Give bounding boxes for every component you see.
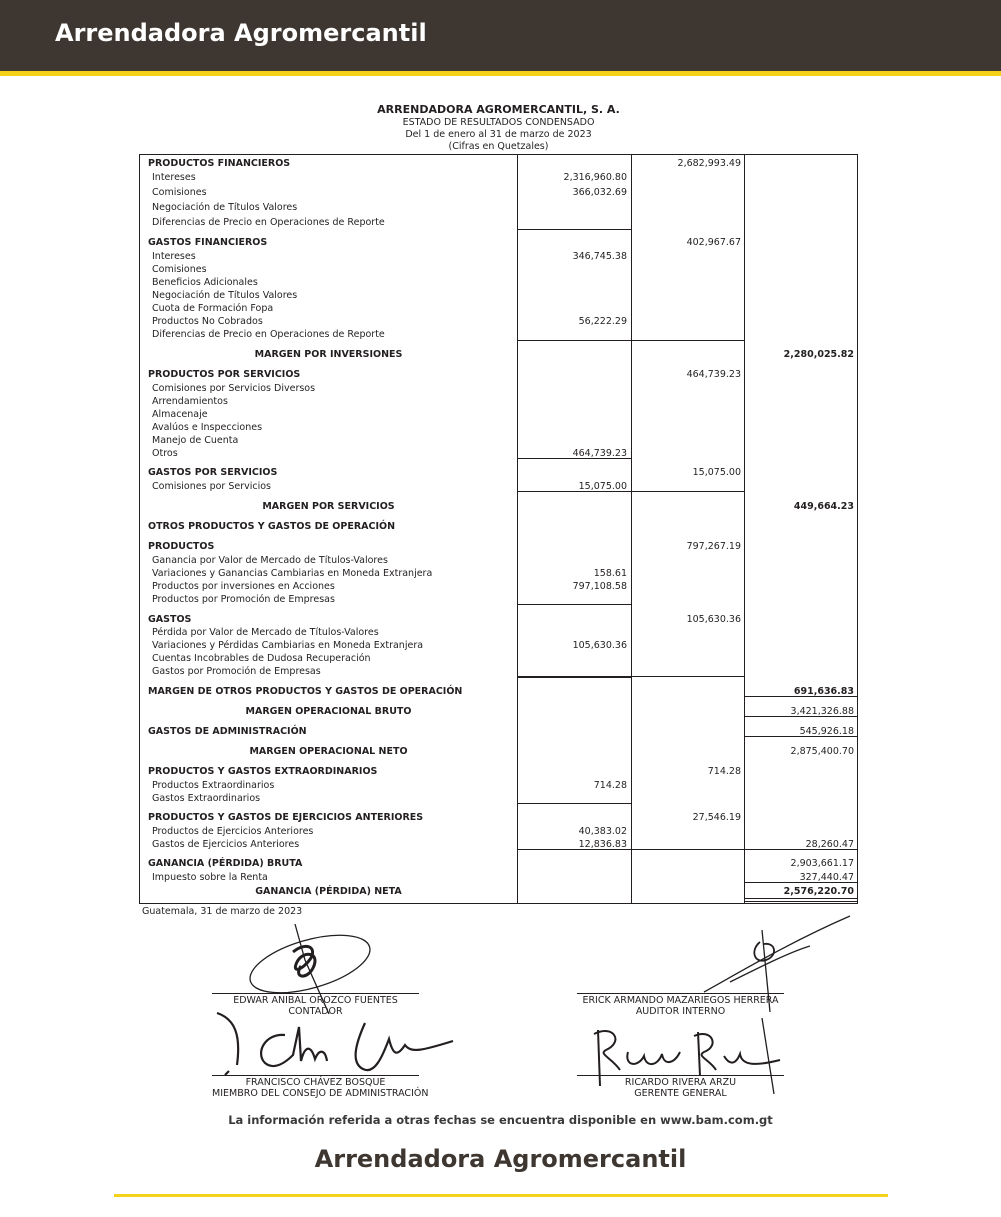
statement-row-label: Productos Extraordinarios: [152, 780, 275, 791]
statement-amount-c1: 12,836.83: [578, 839, 627, 850]
statement-row-label: PRODUCTOS: [148, 541, 215, 552]
statement-row-label: PRODUCTOS FINANCIEROS: [148, 158, 291, 169]
subtotal-rule: [517, 803, 631, 804]
statement-amount-c2: 464,739.23: [686, 369, 741, 380]
statement-row-label: MARGEN OPERACIONAL BRUTO: [245, 706, 412, 717]
statement-amount-c1: 56,222.29: [578, 316, 627, 327]
statement-row: [140, 554, 857, 567]
statement-row: [140, 652, 857, 665]
statement-row-label: Otros: [152, 448, 178, 459]
statement-row-label: Productos por Promoción de Empresas: [152, 594, 335, 605]
statement-amount-c1: 40,383.02: [578, 826, 627, 837]
statement-row: [140, 639, 857, 652]
statement-row-label: GASTOS FINANCIEROS: [148, 237, 268, 248]
statement-row-label: MARGEN DE OTROS PRODUCTOS Y GASTOS DE OPERACIÓN: [148, 686, 463, 697]
statement-amount-c1: 797,108.58: [572, 581, 627, 592]
subtotal-rule: [517, 458, 631, 459]
statement-amount-c2: 714.28: [707, 766, 741, 777]
availability-note: La información referida a otras fechas se encuentra disponible en www.bam.com.gt: [228, 1113, 773, 1127]
statement-amount-c1: 158.61: [593, 568, 627, 579]
statement-row-label: Productos de Ejercicios Anteriores: [152, 826, 314, 837]
statement-amount-c3: 545,926.18: [799, 726, 854, 737]
statement-row: [140, 520, 857, 533]
statement-row: [140, 480, 857, 493]
statement-row: [140, 434, 857, 447]
statement-row: [140, 811, 857, 824]
statement-row-label: Beneficios Adicionales: [152, 277, 258, 288]
statement-row-label: GANANCIA (PÉRDIDA) BRUTA: [148, 858, 303, 869]
consejo-name: FRANCISCO CHÁVEZ BOSQUE: [245, 1077, 386, 1088]
statement-row-label: Comisiones: [152, 264, 207, 275]
subtotal-rule: [744, 882, 858, 883]
brand-title: Arrendadora Agromercantil: [55, 19, 427, 47]
statement-amount-c2: 105,630.36: [686, 614, 741, 625]
statement-row-label: Almacenaje: [152, 409, 208, 420]
statement-row: [140, 263, 857, 276]
income-statement-table: [139, 154, 858, 904]
gerente-role: GERENTE GENERAL: [634, 1088, 727, 1099]
signature-line: [577, 993, 784, 994]
statement-row-label: Diferencias de Precio en Operaciones de Reporte: [152, 217, 385, 228]
subtotal-rule: [517, 604, 631, 605]
statement-row: [140, 613, 857, 626]
statement-row: [140, 580, 857, 593]
statement-amount-c1: 15,075.00: [578, 481, 627, 492]
footer-brand: Arrendadora Agromercantil: [314, 1145, 687, 1173]
statement-amount-c2: 2,682,993.49: [677, 158, 741, 169]
statement-row: [140, 567, 857, 580]
statement-row-label: GASTOS: [148, 614, 192, 625]
statement-row: [140, 857, 857, 870]
statement-row: [140, 765, 857, 778]
statement-row: [140, 382, 857, 395]
signature-line: [577, 1075, 784, 1076]
statement-row-label: Cuentas Incobrables de Dudosa Recuperación: [152, 653, 371, 664]
statement-row-label: Comisiones por Servicios Diversos: [152, 383, 316, 394]
statement-row: [140, 593, 857, 606]
statement-amount-c2: 797,267.19: [686, 541, 741, 552]
statement-row-label: Variaciones y Ganancias Cambiarias en Moneda Extranjera: [152, 568, 433, 579]
statement-row: [140, 348, 857, 361]
auditor-role: AUDITOR INTERNO: [635, 1006, 726, 1017]
statement-row: [140, 792, 857, 805]
statement-row-label: Gastos de Ejercicios Anteriores: [152, 839, 300, 850]
statement-row: [140, 395, 857, 408]
subtotal-rule: [744, 898, 858, 899]
statement-title: ESTADO DE RESULTADOS CONDENSADO: [402, 117, 595, 128]
statement-row: [140, 825, 857, 838]
subtotal-rule: [517, 849, 858, 850]
statement-row: [140, 171, 857, 184]
statement-row-label: Impuesto sobre la Renta: [152, 872, 268, 883]
statement-amount-c3: 449,664.23: [793, 501, 854, 512]
statement-row-label: Diferencias de Precio en Operaciones de Reporte: [152, 329, 385, 340]
statement-row-label: Intereses: [152, 251, 196, 262]
statement-row-label: Arrendamientos: [152, 396, 228, 407]
statement-amount-c3: 691,636.83: [793, 686, 854, 697]
top-header-bar: [0, 0, 1001, 71]
statement-row-label: Negociación de Títulos Valores: [152, 202, 298, 213]
statement-row-label: Cuota de Formación Fopa: [152, 303, 274, 314]
statement-amount-c3: 2,903,661.17: [790, 858, 854, 869]
statement-row: [140, 500, 857, 513]
statement-amount-c1: 366,032.69: [572, 187, 627, 198]
statement-amount-c3: 3,421,326.88: [790, 706, 854, 717]
signature-line: [212, 993, 419, 994]
signature-line: [212, 1075, 419, 1076]
statement-row-label: GASTOS DE ADMINISTRACIÓN: [148, 726, 307, 737]
statement-row: [140, 236, 857, 249]
statement-row: [140, 315, 857, 328]
statement-row-label: Comisiones: [152, 187, 207, 198]
statement-amount-c3: 327,440.47: [799, 872, 854, 883]
statement-row-label: GASTOS POR SERVICIOS: [148, 467, 278, 478]
statement-amount-c1: 464,739.23: [572, 448, 627, 459]
statement-row: [140, 216, 857, 229]
statement-row: [140, 201, 857, 214]
statement-row-label: Manejo de Cuenta: [152, 435, 239, 446]
statement-row-label: MARGEN POR INVERSIONES: [254, 349, 403, 360]
statement-row: [140, 665, 857, 678]
statement-row: [140, 885, 857, 898]
statement-row-label: MARGEN OPERACIONAL NETO: [249, 746, 408, 757]
footer-accent-stripe: [114, 1194, 888, 1197]
subtotal-rule: [517, 676, 745, 677]
consejo-role: MIEMBRO DEL CONSEJO DE ADMINISTRACIÓN: [212, 1088, 429, 1099]
statement-company: ARRENDADORA AGROMERCANTIL, S. A.: [377, 103, 620, 116]
statement-row: [140, 447, 857, 460]
statement-amount-c2: 27,546.19: [692, 812, 741, 823]
contador-name: EDWAR ANIBAL OROZCO FUENTES: [233, 995, 398, 1006]
statement-amount-c2: 15,075.00: [692, 467, 741, 478]
statement-row: [140, 466, 857, 479]
statement-row-label: OTROS PRODUCTOS Y GASTOS DE OPERACIÓN: [148, 521, 396, 532]
statement-row: [140, 250, 857, 263]
statement-row: [140, 157, 857, 170]
statement-row: [140, 302, 857, 315]
subtotal-rule: [517, 340, 745, 341]
statement-row-label: PRODUCTOS Y GASTOS DE EJERCICIOS ANTERIORES: [148, 812, 424, 823]
statement-row-label: Productos por inversiones en Acciones: [152, 581, 335, 592]
statement-amount-c3: 2,875,400.70: [790, 746, 854, 757]
statement-row-label: Negociación de Títulos Valores: [152, 290, 298, 301]
statement-amount-c3: 2,280,025.82: [783, 349, 854, 360]
statement-row: [140, 540, 857, 553]
statement-units: (Cifras en Quetzales): [448, 141, 549, 152]
statement-row: [140, 328, 857, 341]
statement-row: [140, 408, 857, 421]
statement-row-label: Intereses: [152, 172, 196, 183]
statement-row: [140, 779, 857, 792]
statement-amount-c1: 714.28: [593, 780, 627, 791]
subtotal-rule: [517, 491, 745, 492]
statement-amount-c1: 2,316,960.80: [563, 172, 627, 183]
subtotal-rule: [744, 901, 858, 902]
subtotal-rule: [744, 736, 858, 737]
statement-row-label: Variaciones y Pérdidas Cambiarias en Moneda Extranjera: [152, 640, 424, 651]
statement-row: [140, 421, 857, 434]
subtotal-rule: [744, 716, 858, 717]
statement-amount-c3: 2,576,220.70: [783, 886, 854, 897]
statement-row-label: Gastos por Promoción de Empresas: [152, 666, 321, 677]
statement-row: [140, 276, 857, 289]
statement-row-label: GANANCIA (PÉRDIDA) NETA: [255, 886, 402, 897]
subtotal-rule: [517, 229, 631, 230]
statement-row-label: Gastos Extraordinarios: [152, 793, 261, 804]
statement-row: [140, 745, 857, 758]
subtotal-rule: [744, 696, 858, 697]
statement-row-label: Ganancia por Valor de Mercado de Títulos-Valores: [152, 555, 388, 566]
statement-row-label: PRODUCTOS Y GASTOS EXTRAORDINARIOS: [148, 766, 378, 777]
statement-row-label: Productos No Cobrados: [152, 316, 263, 327]
statement-amount-c1: 105,630.36: [572, 640, 627, 651]
statement-amount-c2: 402,967.67: [686, 237, 741, 248]
statement-row: [140, 368, 857, 381]
statement-row-label: Pérdida por Valor de Mercado de Títulos-Valores: [152, 627, 379, 638]
gerente-name: RICARDO RIVERA ARZU: [624, 1077, 737, 1088]
statement-row-label: Comisiones por Servicios: [152, 481, 272, 492]
statement-amount-c1: 346,745.38: [572, 251, 627, 262]
statement-row: [140, 186, 857, 199]
statement-amount-c3: 28,260.47: [805, 839, 854, 850]
header-accent-stripe: [0, 71, 1001, 76]
statement-row-label: MARGEN POR SERVICIOS: [262, 501, 395, 512]
statement-row: [140, 626, 857, 639]
contador-role: CONTADOR: [288, 1006, 343, 1017]
statement-period: Del 1 de enero al 31 de marzo de 2023: [405, 129, 592, 140]
statement-row: [140, 289, 857, 302]
statement-date-line: Guatemala, 31 de marzo de 2023: [142, 906, 303, 917]
statement-row-label: Avalúos e Inspecciones: [152, 422, 263, 433]
auditor-name: ERICK ARMANDO MAZARIEGOS HERRERA: [582, 995, 779, 1006]
subtotal-rule: [517, 677, 631, 678]
statement-row-label: PRODUCTOS POR SERVICIOS: [148, 369, 301, 380]
consejo-signature-icon: [215, 1005, 455, 1085]
